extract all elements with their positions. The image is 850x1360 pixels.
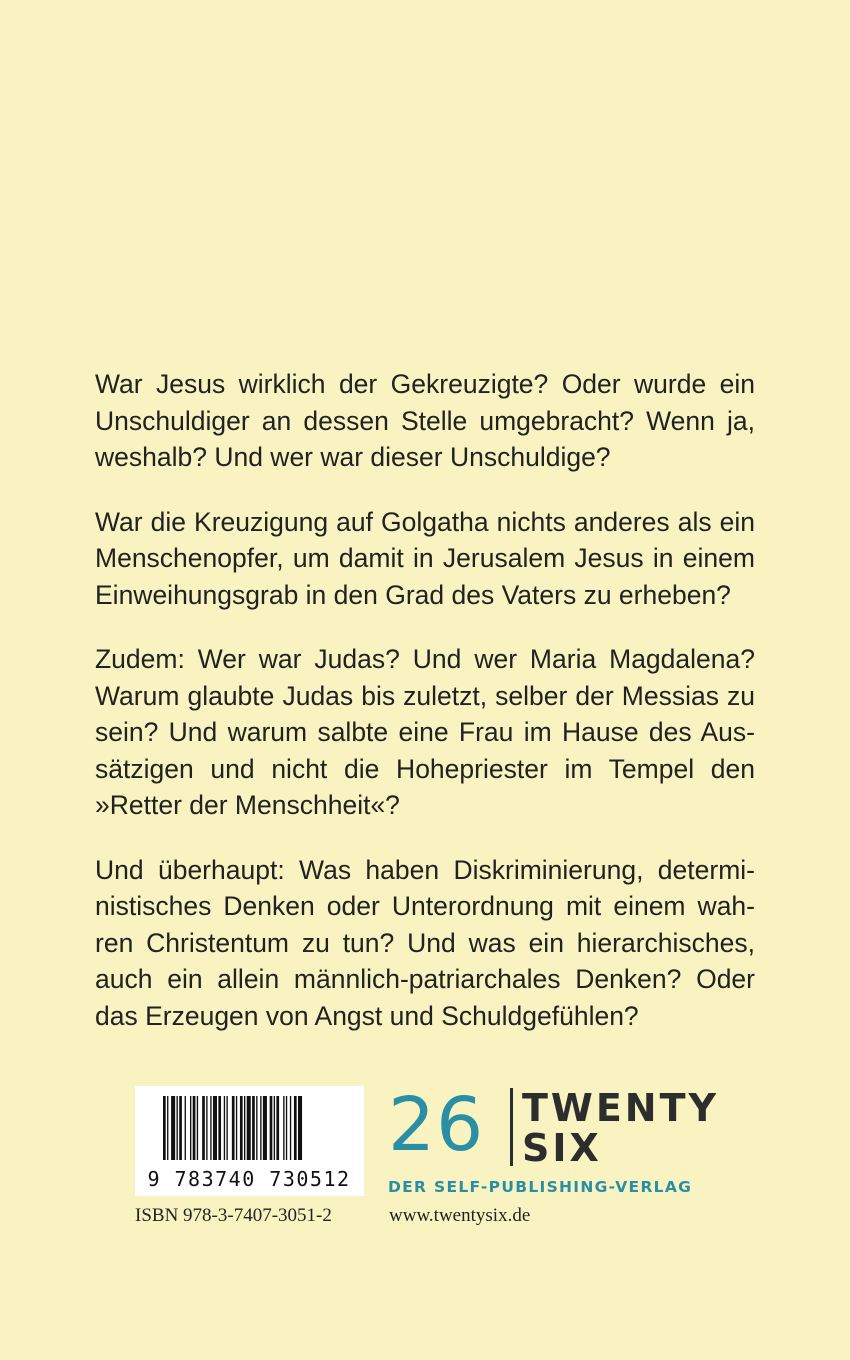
blurb-line: weshalb? Und wer war dieser Unschuldige? xyxy=(95,442,611,472)
barcode-bar xyxy=(163,1096,166,1160)
barcode-bar xyxy=(179,1096,182,1160)
barcode-bar xyxy=(274,1096,275,1160)
blurb-line: Menschenopfer, um damit in Jerusalem Jesus in einem xyxy=(95,543,755,573)
barcode-bar xyxy=(232,1096,235,1160)
isbn-number: ISBN 978-3-7407-3051-2 xyxy=(135,1205,332,1226)
barcode-bar xyxy=(226,1096,227,1160)
logo-tagline: DER SELF-PUBLISHING-VERLAG xyxy=(388,1178,693,1196)
blurb-line: War die Kreuzigung auf Golgatha nichts anderes als ein xyxy=(95,506,755,537)
blurb-line: Und überhaupt: Was haben Diskriminierung, determi- xyxy=(95,854,755,885)
blurb-line: Einweihungsgrab in den Grad des Vaters zu erheben? xyxy=(95,579,731,610)
blurb-line: sätzigen und nicht die Hohepriester im Tempel den xyxy=(95,753,755,784)
blurb-paragraph-3 xyxy=(95,641,755,824)
blurb-line: nistisches Denken oder Unterordnung mit einem wah- xyxy=(95,891,755,921)
barcode-bar xyxy=(206,1096,207,1160)
logo-word-twenty: TWENTY xyxy=(522,1086,720,1130)
blurb-line: ren Christentum zu tun? Und was ein hierarchisches, xyxy=(95,927,755,958)
logo-word-six: SIX xyxy=(522,1126,602,1170)
barcode-bar xyxy=(283,1096,284,1160)
barcode-bar xyxy=(270,1096,273,1160)
barcode-digits: 9 783740 730512 xyxy=(147,1167,351,1191)
barcode-bar xyxy=(218,1096,221,1160)
publisher-logo xyxy=(388,1082,753,1198)
barcode-bar xyxy=(263,1096,267,1160)
blurb-line: das Erzeugen von Angst und Schuldgefühlen? xyxy=(95,1000,639,1031)
isbn-barcode xyxy=(135,1086,364,1196)
barcode-bar xyxy=(190,1096,191,1160)
barcode-bar xyxy=(298,1096,302,1160)
barcode-bar xyxy=(213,1096,217,1160)
barcode-bar xyxy=(197,1096,198,1160)
blurb-paragraph-1 xyxy=(95,366,755,476)
barcode-bar xyxy=(193,1096,196,1160)
barcode-bar xyxy=(171,1096,175,1160)
logo-divider xyxy=(510,1088,513,1166)
blurb-line: Unschuldiger an dessen Stelle umgebracht? Wenn ja, xyxy=(95,405,755,436)
barcode-bar xyxy=(290,1096,291,1160)
barcode-bar xyxy=(252,1096,255,1160)
barcode-bar xyxy=(236,1096,237,1160)
logo-number: 26 xyxy=(388,1082,485,1168)
publisher-url: www.twentysix.de xyxy=(389,1205,531,1226)
barcode-bar xyxy=(256,1096,257,1160)
blurb-line: Zudem: Wer war Judas? Und wer Maria Magdalena? xyxy=(95,644,755,674)
blurb-paragraph-2 xyxy=(95,504,755,614)
blurb-line: »Retter der Menschheit«? xyxy=(95,790,400,820)
barcode-bar xyxy=(260,1096,261,1160)
barcode-bar xyxy=(167,1096,168,1160)
blurb-line: War Jesus wirklich der Gekreuzigte? Oder wurde ein xyxy=(95,369,755,399)
barcode-bar xyxy=(244,1096,245,1160)
barcode-bar xyxy=(210,1096,211,1160)
barcode-bars xyxy=(135,1086,364,1196)
barcode-bar xyxy=(286,1096,287,1160)
barcode-bar xyxy=(202,1096,205,1160)
barcode-bar xyxy=(177,1096,178,1160)
blurb-line: sein? Und warum salbte eine Frau im Hause des Aus- xyxy=(95,717,755,747)
blurb-line: Warum glaubte Judas bis zuletzt, selber der Messias zu xyxy=(95,680,755,711)
blurb-paragraph-4 xyxy=(95,852,755,1035)
barcode-bar xyxy=(224,1096,225,1160)
barcode-bar xyxy=(247,1096,251,1160)
back-cover-blurb xyxy=(95,366,755,1062)
barcode-bar xyxy=(294,1096,297,1160)
blurb-line: auch ein allein männlich-patriarchales Denken? Oder xyxy=(95,964,755,994)
barcode-bar xyxy=(240,1096,243,1160)
barcode-bar xyxy=(185,1096,186,1160)
barcode-bar xyxy=(276,1096,279,1160)
